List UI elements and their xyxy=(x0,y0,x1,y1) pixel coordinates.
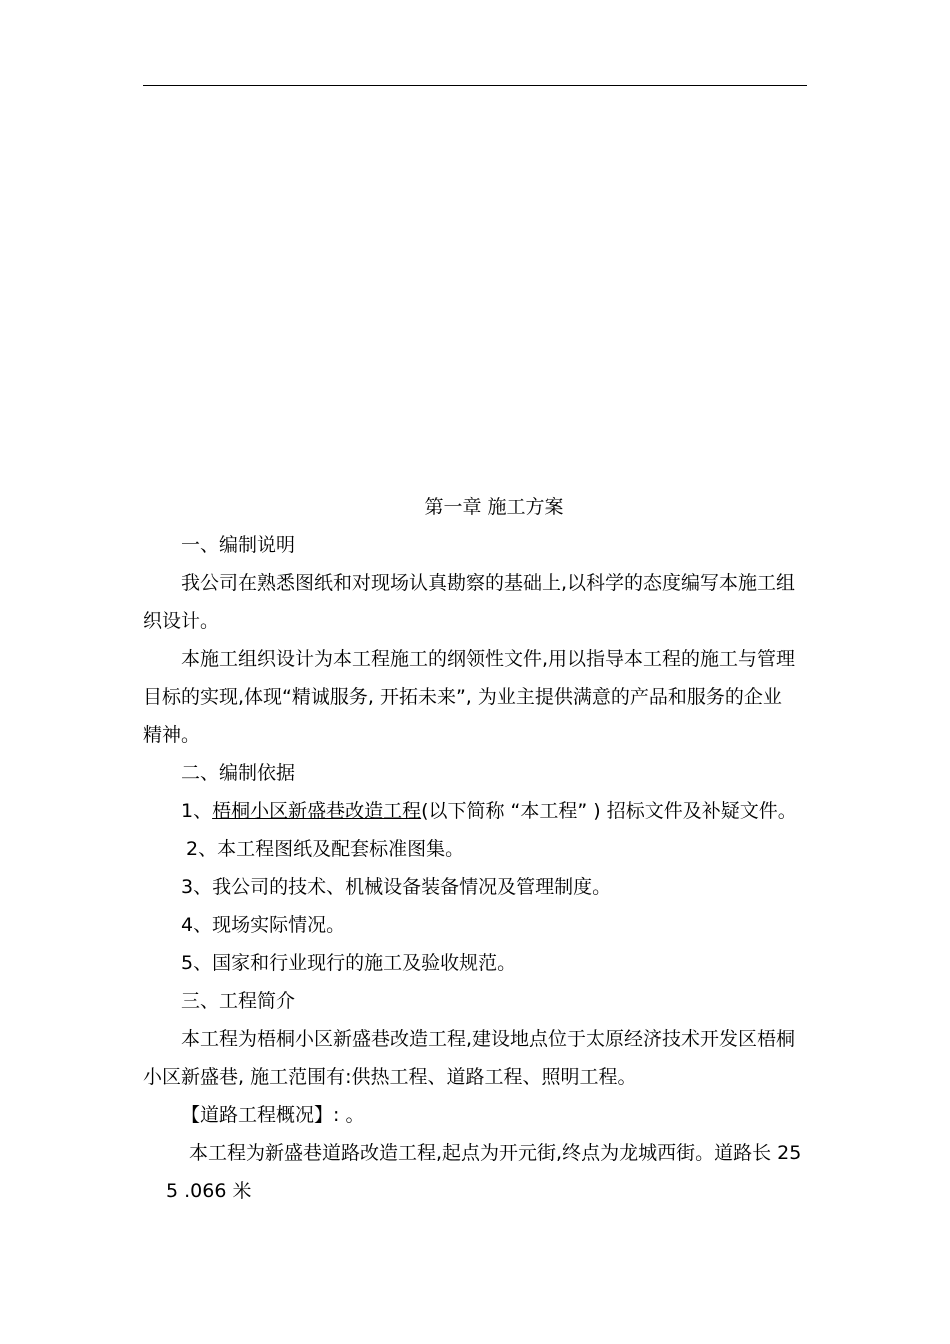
paragraph-line: 我公司在熟悉图纸和对现场认真勘察的基础上,以科学的态度编写本施工组 xyxy=(181,572,796,594)
basis-item-4: 4、现场实际情况。 xyxy=(181,914,346,936)
paragraph-line: 织设计。 xyxy=(143,610,220,632)
header-rule xyxy=(143,85,807,86)
basis-item-3: 3、我公司的技术、机械设备装备情况及管理制度。 xyxy=(181,876,612,898)
paragraph-line: 本工程为新盛巷道路改造工程,起点为开元街,终点为龙城西街。道路长 25 xyxy=(189,1142,802,1164)
section-heading-basis: 二、编制依据 xyxy=(181,762,296,784)
section-heading-compilation: 一、编制说明 xyxy=(181,534,296,556)
basis-item-1 xyxy=(181,798,797,824)
item-text: (以下简称 “本工程” ) 招标文件及补疑文件。 xyxy=(421,800,797,822)
paragraph-line: 目标的实现,体现“精诚服务, 开拓未来”, 为业主提供满意的产品和服务的企业 xyxy=(143,686,782,708)
paragraph-line: 精神。 xyxy=(143,724,201,746)
basis-item-2: 2、本工程图纸及配套标准图集。 xyxy=(186,838,465,860)
paragraph-line: 小区新盛巷, 施工范围有:供热工程、道路工程、照明工程。 xyxy=(143,1066,637,1088)
project-name-link[interactable]: 梧桐小区新盛巷改造工程 xyxy=(212,800,422,822)
chapter-title: 第一章 施工方案 xyxy=(424,496,564,518)
item-number: 1、 xyxy=(181,800,213,822)
road-overview-heading: 【道路工程概况】: 。 xyxy=(181,1104,365,1126)
section-heading-overview: 三、工程简介 xyxy=(181,990,296,1012)
paragraph-line: 5 .066 米 xyxy=(166,1180,252,1202)
paragraph-line: 本工程为梧桐小区新盛巷改造工程,建设地点位于太原经济技术开发区梧桐 xyxy=(181,1028,796,1050)
basis-item-5: 5、国家和行业现行的施工及验收规范。 xyxy=(181,952,517,974)
paragraph-line: 本施工组织设计为本工程施工的纲领性文件,用以指导本工程的施工与管理 xyxy=(181,648,796,670)
